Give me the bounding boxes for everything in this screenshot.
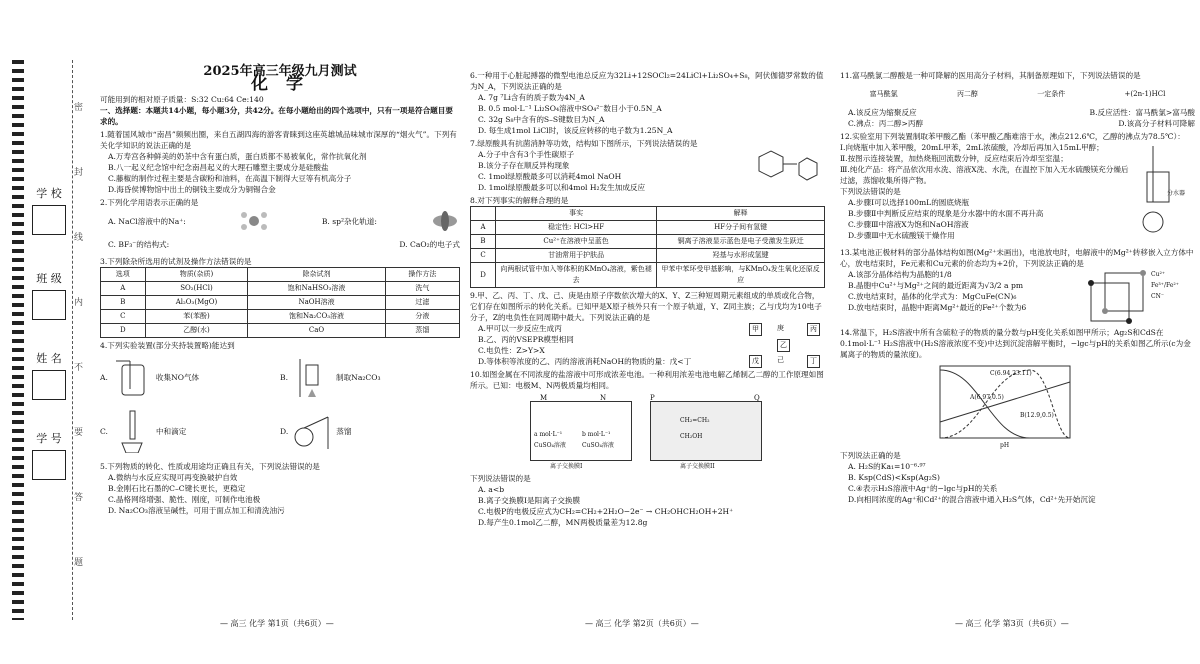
option: C.电极P的电极反应式为CH₂=CH₂+2H₂O−2e⁻ → CH₂OHCH₂OH+2H⁺ (478, 507, 734, 516)
crystal-legend (1151, 269, 1179, 325)
reactant-2: 丙二醇 (956, 89, 978, 98)
q10-cell-diagram (530, 393, 770, 471)
option: A.甲可以一步反应生成丙 (478, 324, 562, 333)
option: B.八一起义纪念馆中纪念南昌起义的大理石雕塑主要成分是硅酸盐 (108, 163, 329, 172)
option: C.晶格网络增强、脆性、刚度，可制作电池极 (108, 495, 261, 504)
options-row (840, 118, 1195, 129)
node-geng: 庚 (777, 324, 784, 332)
option-letter: C. (100, 426, 108, 436)
node-bing: 丙 (807, 323, 820, 336)
option: B.离子交换膜I是阳离子交换膜 (478, 496, 581, 505)
option: D.该高分子材料可降解 (1118, 119, 1195, 128)
q14-prompt: 下列说法正确的是 (840, 451, 901, 460)
table-cell: 甲苯中苯环受甲基影响，与KMnO₄发生氧化还原反应 (657, 263, 825, 288)
table-row (471, 249, 825, 263)
option: A.微纳与水反应实现可再变换破护自效 (108, 473, 238, 482)
table-cell: D (471, 263, 496, 288)
option-letter: A. (100, 372, 108, 382)
electrolysis-cell (650, 401, 762, 461)
question-9: 9.甲、乙、丙、丁、戊、己、庚是由原子序数依次增大的X、Y、Z三种短周期元素组成的单质或化合物，它们存在如图所示的转化关系。已知甲是X原子核外只有一个原子轨道，Y、Z同主族；乙与戊均为10电子分子，Z的电负性在同周期中最大。下列说法正确的是 (470, 291, 822, 322)
table-cell: 向两根试管中加入等体积的KMnO₄溶液，紫色褪去 (496, 263, 657, 288)
table-row (101, 296, 460, 310)
table-cell: 甘油常用于护肤品 (496, 249, 657, 263)
option: A.该部分晶体结构为晶胞的1/8 (848, 270, 952, 279)
table-cell: Al₂O₃(MgO) (145, 296, 248, 310)
option: B.该分子存在顺反异构现象 (478, 161, 570, 170)
seal-char: 封 (74, 168, 84, 178)
option: B.金刚石比石墨的C–C键长更长，更稳定 (108, 484, 246, 493)
seal-char: 题 (74, 558, 84, 568)
water-separator-label: 分水器 (1167, 190, 1186, 197)
electrode-m: M (540, 394, 548, 402)
option: B.乙、丙的VSEPR模型相同 (478, 335, 574, 344)
option-letter: B. (280, 372, 288, 382)
option: C.④表示H₂S溶液中Ag⁺的−lgc与pH的关系 (848, 484, 998, 493)
question-13: 13.某电池正极材料的部分晶体结构如图(Mg²⁺未画出)，电池放电时，电解液中的Mg²⁺转移嵌入立方体中心，放电结束时，Fe元素和Cu元素的价态均为+2价，下列说法正确的是 (840, 248, 1194, 268)
q4-apparatus (100, 351, 460, 459)
name-box[interactable] (32, 370, 66, 400)
option: D. CaO₂的电子式 (399, 239, 460, 249)
q13-block (840, 269, 1195, 325)
option: D.向相同浓度的Ag⁺和Cd²⁺的混合溶液中通入H₂S气体，Cd²⁺先开始沉淀 (848, 495, 1096, 504)
solution-a: a mol·L⁻¹ CuSO₄溶液 (534, 431, 566, 449)
class-field (32, 270, 66, 320)
options-row (100, 234, 460, 254)
table-cell: 过滤 (385, 296, 459, 310)
table-cell: 饱和NaHSO₃溶液 (248, 282, 385, 296)
point-a-label: A(6.97,0.5) (970, 394, 1004, 401)
exam-subject: 化 学 (251, 74, 309, 94)
q9-block (470, 323, 825, 367)
question-14: 14.常温下，H₂S溶液中所有含硫粒子的物质的量分数与pH变化关系如图甲所示；Ag₂S和CdS在0.1mol·L⁻¹ H₂S溶液中(H₂S溶液浓度不变)中达到沉淀溶解平衡时，−lgc与pH的关系如图乙所示(c为金属离子的物质的量浓度)。 (840, 328, 1191, 359)
table-header: 物质(杂质) (145, 268, 248, 282)
page-footer-3: — 高三 化学 第3页（共6页）— (955, 619, 1069, 628)
burette-icon (112, 409, 152, 453)
table-cell: D (101, 324, 146, 338)
table-header: 解释 (657, 207, 825, 221)
school-label: 学 校 (36, 187, 62, 200)
exam-title: 2025年高三年级九月测试 (203, 64, 357, 79)
q7-options (470, 149, 745, 193)
seal-char: 线 (74, 233, 84, 243)
option: D. 1mol绿原酸最多可以和4mol H₂发生加成反应 (478, 183, 646, 192)
q9-diagram (745, 323, 825, 367)
name-label: 姓 名 (36, 352, 62, 365)
q13-options (840, 269, 1085, 325)
q12-block (840, 142, 1195, 245)
glycol-label: CH₂OH (680, 433, 703, 440)
apparatus-caption: 制取Na₂CO₃ (336, 372, 381, 382)
x-axis-label: pH (1000, 442, 1010, 449)
option: C. 32g S₈中含有的S–S键数目为N_A (478, 115, 605, 124)
page-column-3 (840, 70, 1195, 505)
table-cell: B (101, 296, 146, 310)
table-header: 除杂试剂 (248, 268, 385, 282)
school-box[interactable] (32, 205, 66, 235)
seal-line (72, 60, 73, 620)
table-cell: 蒸馏 (385, 324, 459, 338)
q10-prompt: 下列说法错误的是 (470, 474, 531, 483)
table-cell: Cu²⁺在溶液中呈蓝色 (496, 235, 657, 249)
seal-char: 内 (74, 298, 84, 308)
table-cell: 乙醇(水) (145, 324, 248, 338)
node-ding: 丁 (807, 355, 820, 368)
question-2: 2.下列化学用语表示正确的是 (100, 198, 199, 207)
table-row (101, 282, 460, 296)
table-row (471, 263, 825, 288)
reactant-1: 富马酰氯 (869, 89, 898, 98)
gas-bottle-icon (112, 355, 152, 399)
q12-steps (840, 142, 1133, 245)
electrode-n: N (600, 394, 607, 402)
step: Ⅲ.纯化产品：将产品依次用水洗、溶液X洗、水洗，在温控下加入无水硫酸镁充分燥后过滤，蒸馏收集所得产物。 (840, 165, 1129, 185)
apparatus-d (280, 405, 460, 457)
page-footer-1: — 高三 化学 第1页（共6页）— (220, 619, 334, 628)
table-cell: NaOH溶液 (248, 296, 385, 310)
byproduct: +(2n-1)HCl (1124, 89, 1166, 98)
option: C.沸点：丙二醇>丙醇 (848, 119, 924, 128)
class-label: 班 级 (36, 272, 62, 285)
option: A. 7g ⁷Li含有的质子数为4N_A (478, 93, 585, 102)
option: B. Ksp(CdS)<Ksp(Ag₂S) (848, 473, 940, 482)
option: D.海昏侯博物馆中出土的铜钱主要成分为铜锡合金 (108, 185, 276, 194)
apparatus-caption: 收集NO气体 (155, 372, 200, 382)
chlorogenic-acid-structure-icon (745, 149, 825, 193)
option: A. a<b (478, 485, 505, 494)
school-field (32, 185, 66, 235)
condition: 一定条件 (1037, 89, 1066, 98)
number-label: 学 号 (36, 432, 62, 445)
options-row (100, 208, 460, 234)
table-header: 事实 (496, 207, 657, 221)
question-7: 7.绿原酸具有抗菌消肿等功效，结构如下图所示，下列说法错误的是 (470, 139, 698, 148)
heating-stand-icon (292, 355, 332, 399)
option: C. 1mol绿原酸最多可以消耗4mol NaOH (478, 172, 622, 181)
option: A. H₂S的Ka₁=10⁻⁶·⁹⁷ (848, 462, 926, 471)
table-cell: 铜离子溶液显示蓝色是电子受激发生跃迁 (657, 235, 825, 249)
option: A.分子中含有3个手性碳原子 (478, 150, 575, 159)
question-1: 1.随着国风城市“南昌”频频出圈，来自五湖四海的游客青睐到这座英雄城品味城市深厚的“烟火气”。下列有关化学知识的说法正确的是 (100, 130, 457, 150)
crystal-lattice-icon (1085, 269, 1149, 325)
table-cell: 分液 (385, 310, 459, 324)
option: C.藤椒的制作过程主要是含碳粉和油料，在高温下制得大豆等有机高分子 (108, 174, 352, 183)
point-c-label: C(6.94,23.11) (990, 370, 1032, 377)
apparatus-b (280, 351, 460, 403)
page-footer-2: — 高三 化学 第2页（共6页）— (585, 619, 699, 628)
table-cell: A (101, 282, 146, 296)
option: B. sp²杂化轨道: (321, 216, 377, 226)
table-cell: C (101, 310, 146, 324)
ethylene-label: CH₂=CH₂ (680, 417, 710, 424)
perforation (12, 60, 24, 620)
sodium-ion-hydration-icon (239, 210, 269, 232)
node-wu: 戊 (749, 355, 762, 368)
option: C.放电结束时，晶体的化学式为：MgCuFe(CN)₆ (848, 292, 1017, 301)
node-ji: 己 (777, 356, 784, 364)
node-jia: 甲 (749, 323, 762, 336)
q12-prompt: 下列说法错误的是 (840, 187, 901, 196)
apparatus-a (100, 351, 280, 403)
q12-apparatus (1133, 142, 1195, 245)
number-field (32, 430, 66, 480)
option: D. 每生成1mol LiCl时，该反应转移的电子数为1.25N_A (478, 126, 673, 135)
option: C.电负性：Z>Y>X (478, 346, 545, 355)
question-8: 8.对下列事实的解释合理的是 (470, 196, 569, 205)
membrane-1: 离子交换膜I (550, 463, 583, 470)
crystal-figure (1085, 269, 1195, 325)
seal-char: 要 (74, 428, 84, 438)
page-column-1 (100, 66, 460, 516)
table-cell: SO₂(HCl) (145, 282, 248, 296)
table-header: 操作方法 (385, 268, 459, 282)
option: D.每产生0.1mol乙二醇，MN两极质量差为12.8g (478, 518, 648, 527)
distillation-icon (292, 409, 332, 453)
section-intro: 一、选择题：本题共14小题，每小题3分，共42分。在每小题给出的四个选项中，只有一项是符合题目要求的。 (100, 106, 453, 126)
binding-strip (0, 60, 84, 620)
q7-block (470, 149, 825, 193)
legend-item: CN⁻ (1151, 293, 1165, 300)
table-cell: 羟基与水形成氢键 (657, 249, 825, 263)
question-3: 3.下列除杂所选用的试剂及操作方法错误的是 (100, 257, 252, 266)
table-cell: 洗气 (385, 282, 459, 296)
option: A.万寿宫各种鲜美的奶茶中含有蛋白质，蛋白质都不易被氧化，常作抗氧化剂 (108, 152, 367, 161)
option: B.步骤Ⅱ中判断反应结束的现象是分水器中的水面不再升高 (848, 209, 1044, 218)
options-row (840, 107, 1195, 118)
apparatus-caption: 中和滴定 (155, 426, 187, 436)
electrode-p: P (650, 394, 655, 402)
table-cell: HF分子间有氢键 (657, 221, 825, 235)
option: B.反应活性：富马酰氯>富马酸 (1089, 108, 1195, 117)
table-cell: 苯(苯酚) (145, 310, 248, 324)
question-12: 12.实验室用下列装置制取苯甲酸乙酯（苯甲酸乙酯难溶于水，沸点212.6℃，乙醇的沸点为78.5℃）： (840, 132, 1185, 141)
table-cell: 稳定性: HCl>HF (496, 221, 657, 235)
option: D. Na₂CO₃溶液呈碱性，可用于面点加工和清洗油污 (108, 506, 285, 515)
table-header (471, 207, 496, 221)
option: A. NaCl溶液中的Na⁺: (108, 216, 186, 226)
legend-item: Fe³⁺/Fe²⁺ (1151, 282, 1179, 289)
question-6: 6.一种用于心脏起搏器的微型电池总反应为32Li+12SOCl₂=24LiCl+Li₂SO₄+S₈，阿伏伽德罗常数的值为N_A，下列说法正确的是 (470, 71, 824, 91)
option: C.步骤Ⅲ中溶液X为饱和NaOH溶液 (848, 220, 969, 229)
table-cell: CaO (248, 324, 385, 338)
name-field (32, 350, 66, 400)
class-box[interactable] (32, 290, 66, 320)
table-header: 选项 (101, 268, 146, 282)
step: Ⅱ.按图示连接装置，加热烧瓶回流数分钟，反应结束后冷却至室温； (840, 154, 1068, 163)
seal-char: 密 (74, 103, 84, 113)
node-yi: 乙 (777, 339, 790, 352)
question-5: 5.下列物质的转化、性质或用途均正确且有关，下列说法错误的是 (100, 462, 320, 471)
option: B. 0.5 mol·L⁻¹ Li₂SO₄溶液中SO₄²⁻数目小于0.5N_A (478, 104, 662, 113)
seal-char: 不 (74, 363, 84, 373)
q3-table (100, 267, 460, 338)
question-11: 11.富马酰氯二醇酸是一种可降解的医用高分子材料，其制备原理如下，下列说法错误的是 (840, 71, 1141, 80)
table-row (471, 221, 825, 235)
number-box[interactable] (32, 450, 66, 480)
table-cell: C (471, 249, 496, 263)
table-cell: 饱和Na₂CO₃溶液 (248, 310, 385, 324)
atomic-masses: 可能用到的相对原子质量：S:32 Cu:64 Ce:140 (100, 95, 264, 104)
sp2-orbital-icon (430, 210, 460, 232)
option: A.该反应为缩聚反应 (848, 108, 917, 117)
option: D.等体积等浓度的乙、丙的溶液消耗NaOH的物质的量：戊<丁 (478, 357, 692, 366)
q11-reaction (840, 81, 1195, 107)
question-4: 4.下列实验装置(部分夹持装置略)能达到 (100, 341, 235, 350)
apparatus-caption: 蒸馏 (336, 426, 352, 436)
option: D.放电结束时，晶胞中距离Mg²⁺最近的Fe²⁺个数为6 (848, 303, 1027, 312)
table-cell: B (471, 235, 496, 249)
option: B.晶胞中Cu²⁺与Mg²⁺之间的最近距离为√3/2 a pm (848, 281, 1024, 290)
q9-options (470, 323, 745, 367)
page-column-2 (470, 70, 825, 528)
option: C. BF₃⁻的结构式: (108, 239, 170, 249)
membrane-2: 离子交换膜II (680, 463, 715, 470)
apparatus-c (100, 405, 280, 457)
seal-char: 答 (74, 493, 84, 503)
question-10: 10.如图金属在不同浓度的盐溶液中可形成浓差电池。一种利用浓差电池电解乙烯制乙二醇的工作原理如图所示。已知：电极M、N两极质量均相同。 (470, 370, 824, 390)
electrode-q: Q (754, 394, 760, 402)
option: D.步骤Ⅲ中无水硫酸镁干燥作用 (848, 231, 955, 240)
q14-chart (930, 362, 1080, 450)
q8-table (470, 206, 825, 288)
legend-item: Cu²⁺ (1151, 271, 1166, 278)
solution-b: b mol·L⁻¹ CuSO₄溶液 (582, 431, 614, 449)
option-letter: D. (280, 426, 289, 436)
option: A.步骤Ⅰ可以选择100mL的圆底烧瓶 (848, 198, 970, 207)
table-row (101, 310, 460, 324)
table-cell: A (471, 221, 496, 235)
table-row (101, 324, 460, 338)
table-row (471, 235, 825, 249)
step: Ⅰ.向烧瓶中加入苯甲酸，20mL甲苯，2mL浓硫酸，冷却后再加入15mL甲醇； (840, 143, 1104, 152)
point-b-label: B(12.9,0.5) (1020, 412, 1054, 419)
